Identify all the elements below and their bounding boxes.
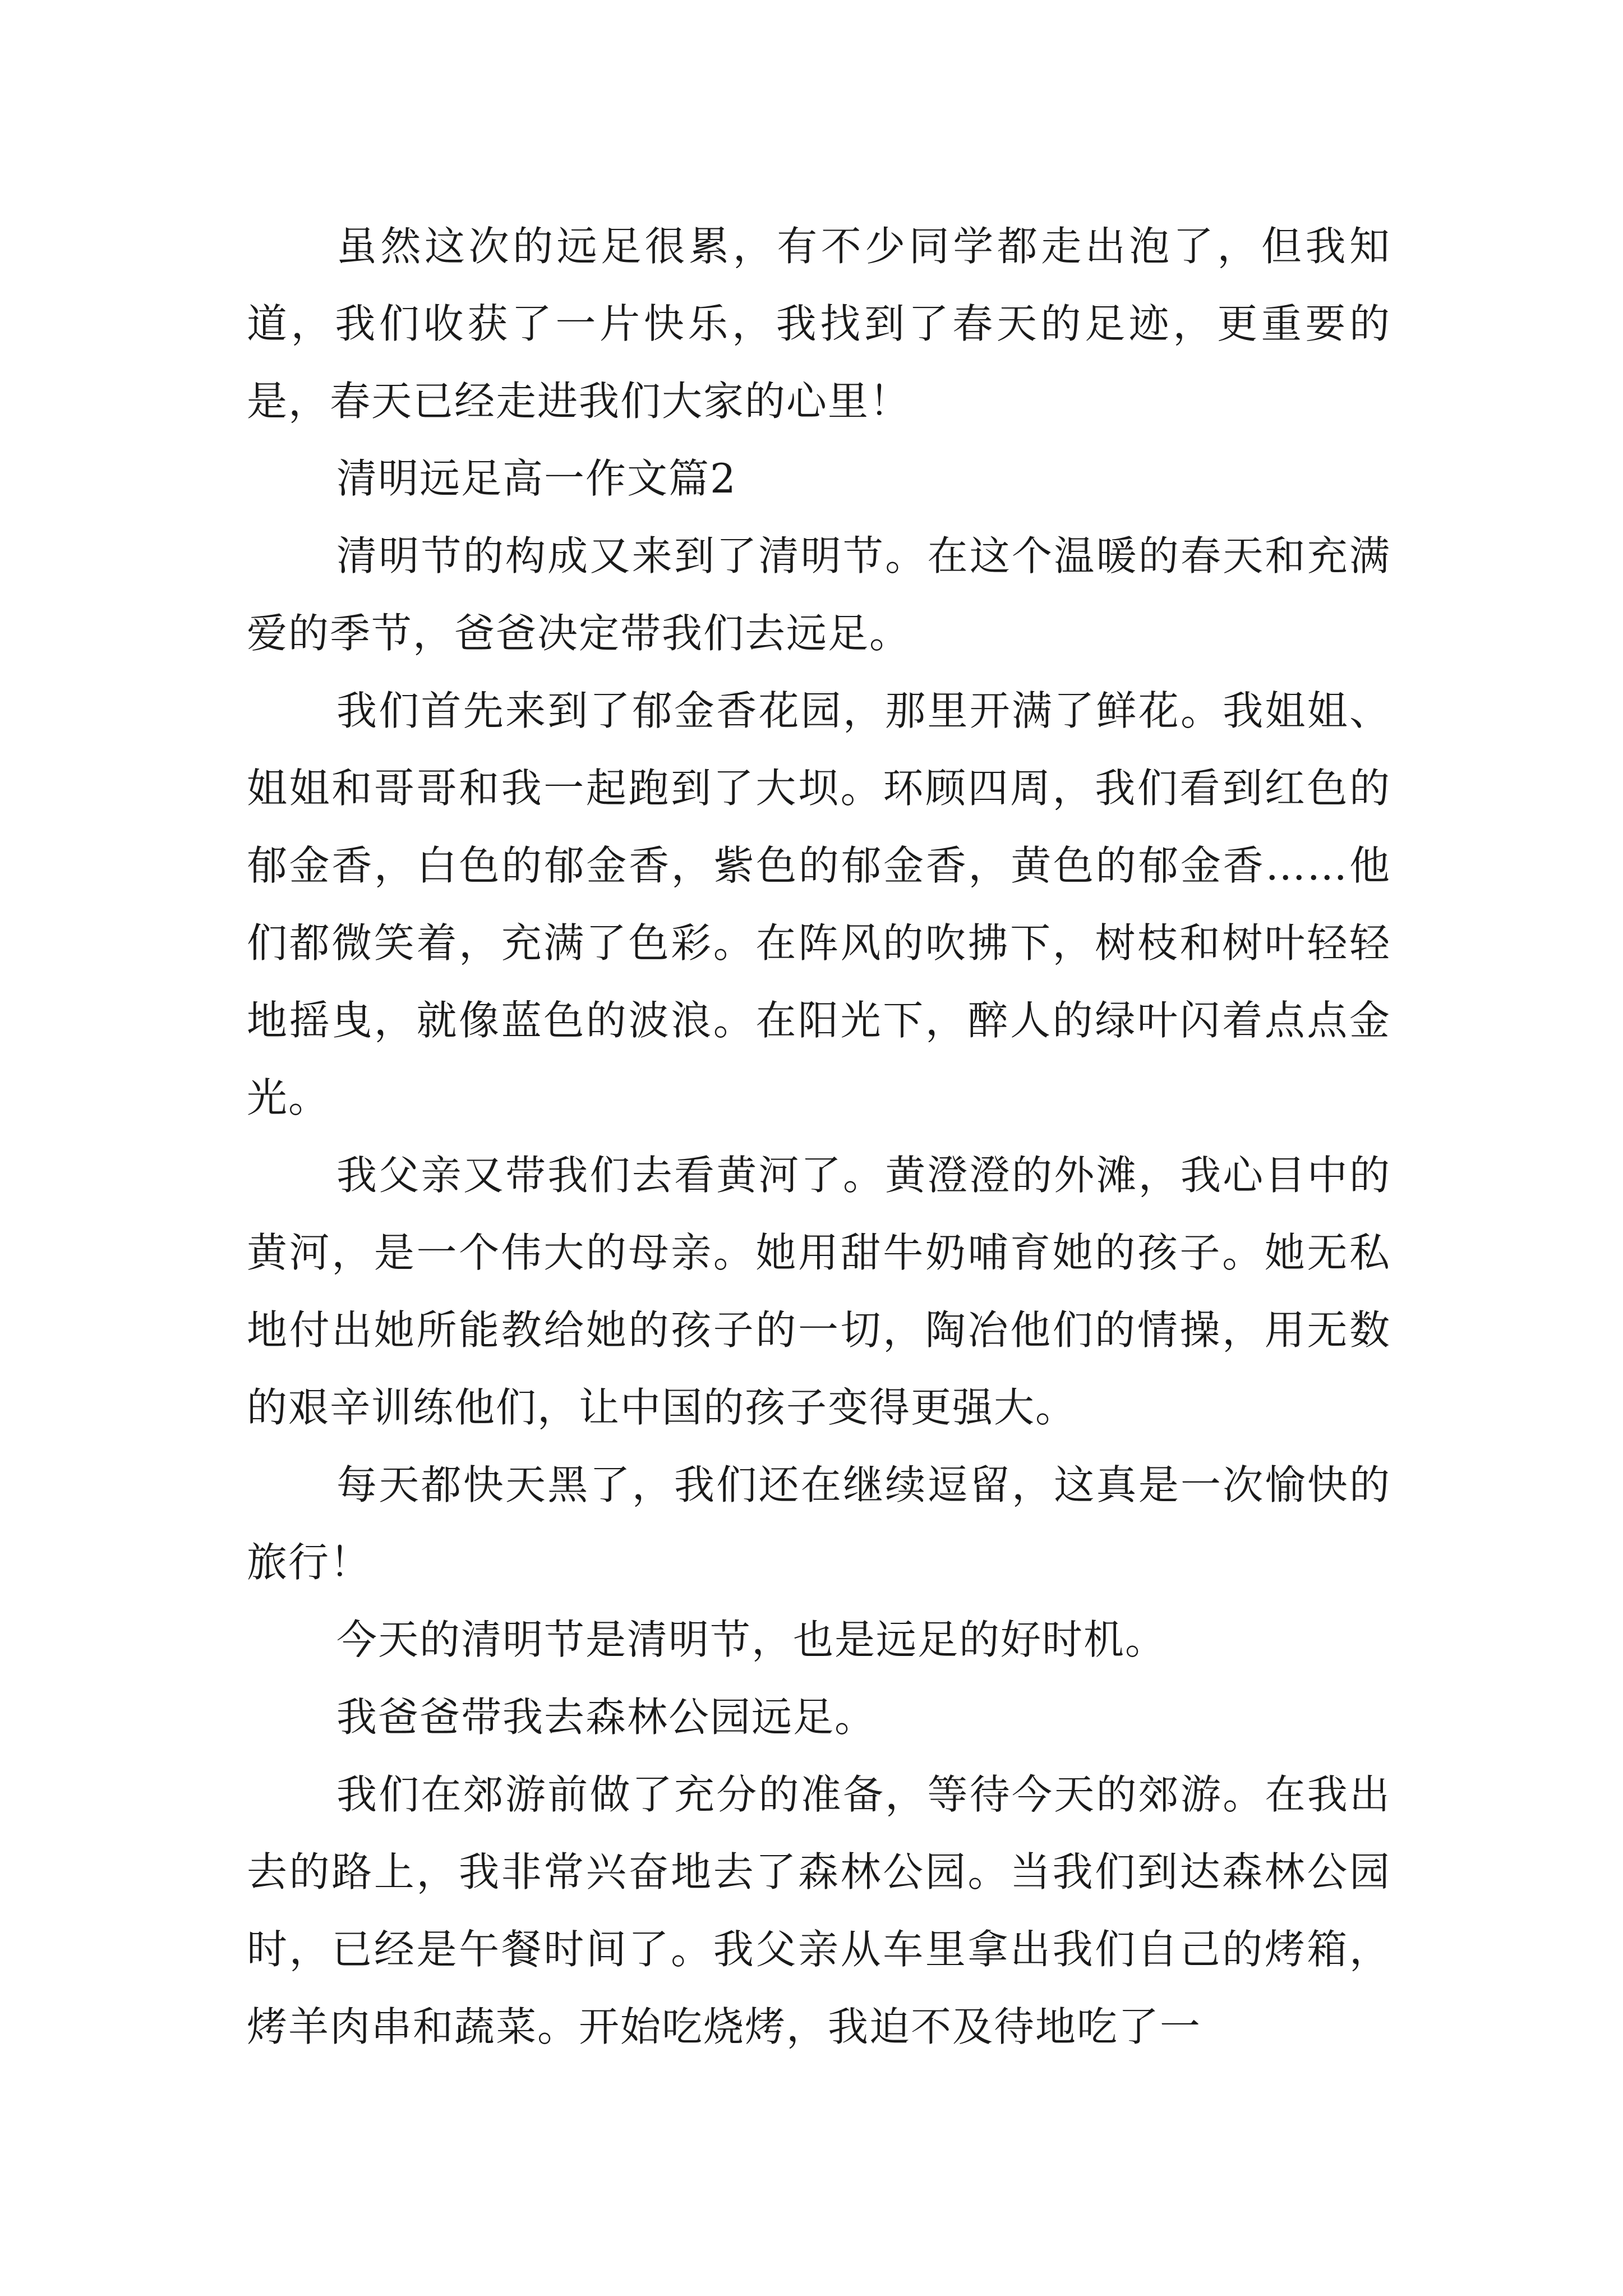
- paragraph-yellow-river: 我父亲又带我们去看黄河了。黄澄澄的外滩，我心目中的黄河，是一个伟大的母亲。她用甜牛奶哺育她的孩子。她无私地付出她所能教给她的孩子的一切，陶冶他们的情操，用无数的艰辛训练他们，让中国的孩子变得更强大。: [247, 1152, 1391, 1431]
- paragraph-tulip-garden: 我们首先来到了郁金香花园，那里开满了鲜花。我姐姐、姐姐和哥哥和我一起跑到了大坝。环顾四周，我们看到红色的郁金香，白色的郁金香，紫色的郁金香，黄色的郁金香……他们都微笑着，充满了色彩。在阵风的吹拂下，树枝和树叶轻轻地摇曳，就像蓝色的波浪。在阳光下，醉人的绿叶闪着点点金光。: [247, 687, 1391, 1121]
- paragraph-evening: 每天都快天黑了，我们还在继续逗留，这真是一次愉快的旅行！: [247, 1461, 1391, 1586]
- paragraph-qingming-day: 今天的清明节是清明节，也是远足的好时机。: [336, 1616, 1167, 1663]
- paragraph-forest-park: 我爸爸带我去森林公园远足。: [336, 1694, 877, 1741]
- document-body: [247, 208, 1391, 2065]
- paragraph-picnic: 我们在郊游前做了充分的准备，等待今天的郊游。在我出去的路上，我非常兴奋地去了森林公园。当我们到达森林公园时，已经是午餐时间了。我父亲从车里拿出我们自己的烤箱，烤羊肉串和蔬菜。开始吃烧烤，我迫不及待地吃了一: [247, 1771, 1391, 2050]
- paragraph-intro: 清明节的构成又来到了清明节。在这个温暖的春天和充满爱的季节，爸爸决定带我们去远足。: [247, 532, 1391, 657]
- section-heading: 清明远足高一作文篇2: [336, 455, 737, 502]
- paragraph-ending: 虽然这次的远足很累，有不少同学都走出泡了，但我知道，我们收获了一片快乐，我找到了春天的足迹，更重要的是，春天已经走进我们大家的心里！: [247, 223, 1391, 425]
